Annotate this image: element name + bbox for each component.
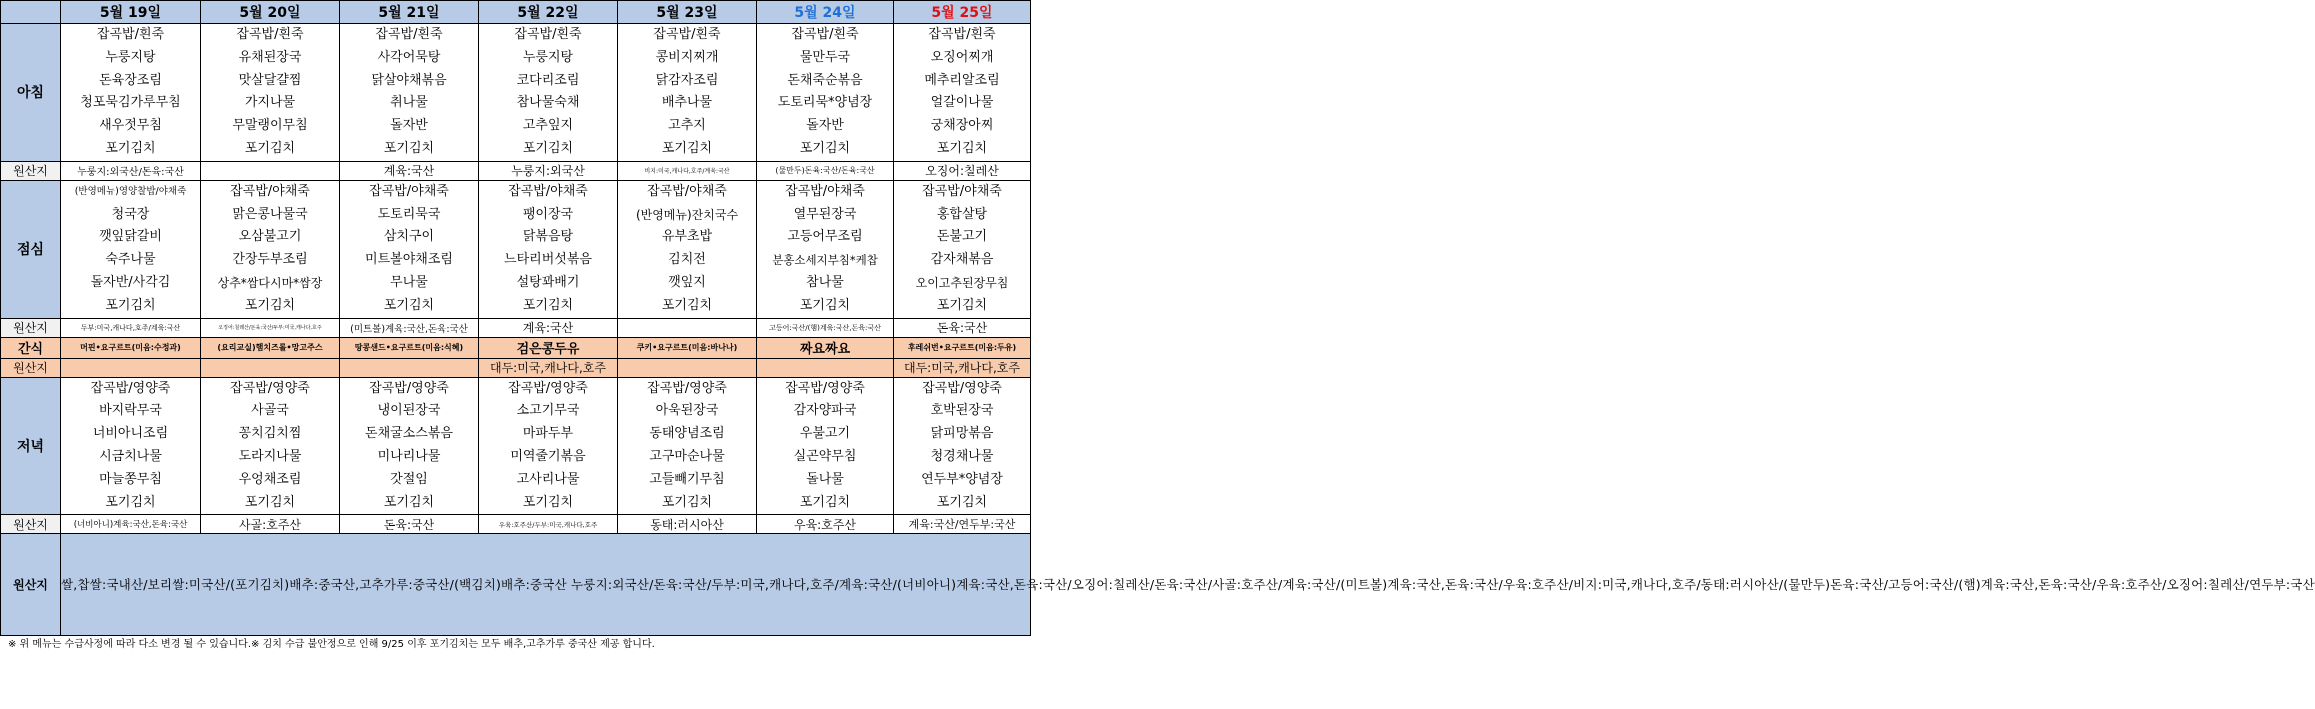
menu-item: 얼갈이나물 — [930, 95, 994, 111]
dinner-origin-row — [1, 515, 1031, 534]
origin-cell: (너비아니)계육:국산,돈육:국산 — [61, 515, 201, 534]
menu-item: 잡곡밥/야채죽 — [785, 183, 865, 199]
lunch-cell-0 — [61, 180, 201, 318]
menu-item: 포기김치 — [936, 140, 988, 156]
menu-item: 잡곡밥/영양죽 — [369, 380, 449, 396]
menu-item: 물만두국 — [799, 49, 851, 65]
menu-item: 청경채나물 — [930, 448, 994, 464]
menu-item: 포기김치 — [661, 297, 713, 313]
menu-item: 시금치나물 — [99, 448, 162, 464]
menu-item: 잡곡밥/흰죽 — [791, 27, 859, 42]
origin-cell: 우육:호주산/두부:미국,캐나다,호주 — [479, 515, 618, 534]
menu-item: 참나물 — [806, 274, 844, 290]
menu-item: 고구마순나물 — [649, 448, 725, 464]
snack-cell: 검은콩두유 — [479, 337, 618, 358]
day-header-sunday: 5월 25일 — [894, 1, 1031, 24]
dinner-cell-2 — [340, 377, 479, 515]
menu-item: 깻잎지 — [668, 274, 706, 290]
menu-item: 상추*쌈다시마*쌈장 — [217, 275, 323, 290]
menu-item: 돌자반/사각김 — [90, 274, 171, 290]
snack-origin-row — [1, 358, 1031, 377]
snack-cell: 후레쉬번•요구르트(미음:두유) — [894, 337, 1031, 358]
lunch-cell-3 — [479, 180, 618, 318]
lunch-cell-2 — [340, 180, 479, 318]
menu-item: 포기김치 — [799, 494, 851, 510]
menu-item: 메추리알조림 — [924, 72, 1000, 88]
origin-cell: (물만두)돈육:국산/돈육:국산 — [757, 161, 894, 180]
menu-item: 잡곡밥/영양죽 — [230, 380, 310, 396]
menu-item: 오삼불고기 — [238, 229, 302, 245]
lunch-origin-row — [1, 318, 1031, 337]
menu-item: 김치전 — [668, 252, 706, 268]
menu-item: 포기김치 — [936, 297, 988, 313]
lunch-cell-4 — [618, 180, 757, 318]
menu-item: 포기김치 — [936, 494, 988, 510]
origin-cell: 동태:러시아산 — [618, 515, 757, 534]
menu-item: 잡곡밥/야채죽 — [647, 183, 727, 199]
menu-item: 포기김치 — [105, 140, 156, 156]
breakfast-label: 아침 — [1, 24, 61, 162]
menu-item: 오징어찌개 — [930, 49, 994, 65]
menu-item: 냉이된장국 — [377, 403, 441, 419]
menu-item: 잡곡밥/영양죽 — [90, 380, 171, 396]
origin-cell: 고등어:국산/(햄)계육:국산,돈육:국산 — [757, 318, 894, 337]
menu-item: 돈채굴소스볶음 — [365, 426, 453, 442]
menu-item: 콩비지찌개 — [655, 49, 719, 65]
menu-item: 소고기무국 — [516, 403, 580, 419]
breakfast-cell-1 — [201, 24, 340, 162]
menu-item: 포기김치 — [799, 297, 851, 313]
origin-cell — [757, 358, 894, 377]
menu-item: 실곤약무침 — [793, 448, 857, 464]
menu-item: 마파두부 — [522, 426, 574, 442]
menu-item: 돈채죽순볶음 — [787, 72, 863, 88]
menu-item: 깻잎닭갈비 — [99, 229, 162, 245]
day-header: 5월 21일 — [340, 1, 479, 24]
footer-note: ※ 위 메뉴는 수급사정에 따라 다소 변경 될 수 있습니다.※ 김치 수급 불안정으로 인해 9/25 이후 포기김치는 모두 배추,고추가루 중국산 제공 합니다. — [8, 639, 655, 651]
menu-item: 잡곡밥/흰죽 — [514, 27, 582, 42]
snack-cell: 땅콩샌드•요구르트(미음:식혜) — [340, 337, 479, 358]
origin-cell — [201, 358, 340, 377]
breakfast-origin-row — [1, 161, 1031, 180]
menu-item: 포기김치 — [661, 494, 713, 510]
snack-row — [1, 337, 1031, 358]
menu-item: 포기김치 — [661, 140, 713, 156]
menu-item: 갓절임 — [390, 471, 428, 487]
menu-item: 포기김치 — [105, 297, 156, 313]
menu-item: 우불고기 — [799, 426, 851, 442]
snack-cell: 머핀•요구르트(미음:수정과) — [61, 337, 201, 358]
snack-label: 간식 — [1, 337, 61, 358]
breakfast-cell-3 — [479, 24, 618, 162]
menu-item: 닭감자조림 — [655, 72, 719, 88]
origin-cell: 누룽지:외국산 — [479, 161, 618, 180]
dinner-cell-4 — [618, 377, 757, 515]
header-corner — [1, 1, 61, 24]
lunch-label: 점심 — [1, 180, 61, 318]
origin-cell — [340, 358, 479, 377]
origin-cell: 돈육:국산 — [340, 515, 479, 534]
menu-item: 도토리묵*양념장 — [777, 95, 873, 111]
menu-item: 궁채장아찌 — [930, 118, 994, 134]
menu-item: 잡곡밥/흰죽 — [653, 27, 721, 42]
day-header: 5월 19일 — [61, 1, 201, 24]
menu-item: 잡곡밥/흰죽 — [375, 27, 443, 42]
menu-item: 닭피망볶음 — [930, 426, 994, 442]
menu-item: 도토리묵국 — [377, 206, 441, 222]
origin-cell: 우육:호주산 — [757, 515, 894, 534]
lunch-cell-1 — [201, 180, 340, 318]
menu-item: 숙주나물 — [105, 252, 156, 268]
menu-item: 돌자반 — [806, 118, 844, 134]
menu-item: 너비아니조림 — [92, 426, 169, 442]
menu-item: 아욱된장국 — [655, 403, 719, 419]
menu-item: 고들빼기무침 — [649, 471, 725, 487]
menu-item: 고사리나물 — [516, 471, 580, 487]
origin-cell: 계육:국산/연두부:국산 — [894, 515, 1031, 534]
menu-item: 오이고추된장무침 — [915, 275, 1009, 290]
menu-item: 잡곡밥/흰죽 — [96, 27, 165, 42]
menu-item: 바지락무국 — [99, 403, 162, 419]
menu-item: 포기김치 — [244, 140, 296, 156]
menu-item: 팽이장국 — [522, 206, 574, 222]
menu-item: 우엉채조림 — [238, 471, 302, 487]
origin-cell — [201, 161, 340, 180]
menu-item: 설탕꽈배기 — [516, 274, 580, 290]
dinner-cell-6 — [894, 377, 1031, 515]
menu-item: 홍합살탕 — [936, 206, 988, 222]
menu-item: 포기김치 — [522, 297, 574, 313]
origin-label: 원산지 — [1, 161, 61, 180]
menu-item: 잡곡밥/영양죽 — [647, 380, 727, 396]
lunch-cell-5 — [757, 180, 894, 318]
menu-item: 코다리조림 — [516, 72, 580, 88]
origin-cell — [618, 318, 757, 337]
breakfast-cell-2 — [340, 24, 479, 162]
origin-summary-label: 원산지 — [1, 534, 61, 636]
day-header-row — [1, 1, 1031, 24]
origin-cell: 대두:미국,캐나다,호주 — [479, 358, 618, 377]
menu-item: 잡곡밥/야채죽 — [508, 183, 588, 199]
origin-cell: 누룽지:외국산/돈육:국산 — [61, 161, 201, 180]
menu-item: 무말랭이무침 — [232, 118, 308, 134]
dinner-cell-1 — [201, 377, 340, 515]
menu-item: 사골국 — [251, 403, 289, 419]
menu-item: 청국장 — [111, 206, 150, 222]
origin-cell: 오징어:칠레산/돈육:국산/두부:미국,캐나다,호주 — [201, 318, 340, 337]
breakfast-cell-4 — [618, 24, 757, 162]
menu-item: 돈육장조림 — [99, 72, 162, 88]
menu-item: 사각어묵탕 — [377, 49, 441, 65]
menu-item: 마늘쫑무침 — [99, 471, 162, 487]
origin-cell: 비지:미국,캐나다,호주/계육:국산 — [618, 161, 757, 180]
menu-item: 가지나물 — [244, 95, 296, 111]
menu-item: 고추지 — [668, 118, 706, 134]
menu-item: 돈불고기 — [936, 229, 988, 245]
menu-item: 포기김치 — [383, 140, 435, 156]
day-header: 5월 23일 — [618, 1, 757, 24]
menu-item: 호박된장국 — [930, 403, 994, 419]
menu-item: 포기김치 — [799, 140, 851, 156]
menu-item: 삼치구이 — [383, 229, 435, 245]
menu-item: 청포묵김가루무침 — [80, 95, 181, 111]
menu-item: 돌자반 — [390, 118, 428, 134]
origin-summary-text: 쌀,찹쌀:국내산/보리쌀:미국산/(포기김치)배추:중국산,고추가루:중국산/(백김치)배추:중국산 누룽지:외국산/돈육:국산/두부:미국,캐나다,호주/계육:국산/(너비아니)계육:국산,돈육:국산/오징어:칠레산/돈육:국산/사골:호주산/계육:국산/(미트볼)계육:국산,돈육:국산/우육:호주산/비지:미국,캐나다,호주/동태:러시아산/(물만두)돈육:국산/고등어:국산/(햄)계육:국산,돈육:국산/우육:호주산/오징어:칠레산/연두부:국산 — [61, 534, 1031, 636]
menu-item: 열무된장국 — [793, 206, 857, 222]
menu-item: 무나물 — [390, 274, 428, 290]
menu-item: 맛살달걀찜 — [238, 72, 302, 88]
menu-item: 잡곡밥/영양죽 — [922, 380, 1002, 396]
menu-item: 간장두부조림 — [232, 252, 308, 268]
menu-item: (반영메뉴)영양찰밥/야채죽 — [74, 185, 187, 197]
lunch-row — [1, 180, 1031, 318]
breakfast-cell-5 — [757, 24, 894, 162]
menu-item: 포기김치 — [522, 494, 574, 510]
lunch-cell-6 — [894, 180, 1031, 318]
menu-item: 누룽지탕 — [105, 49, 156, 65]
origin-summary-row — [1, 534, 1031, 636]
menu-item: 도라지나물 — [238, 448, 302, 464]
menu-item: 누룽지탕 — [522, 49, 574, 65]
origin-cell: 계육:국산 — [479, 318, 618, 337]
day-header: 5월 20일 — [201, 1, 340, 24]
origin-cell — [618, 358, 757, 377]
dinner-label: 저녁 — [1, 377, 61, 515]
menu-item: 꽁치김치찜 — [238, 426, 302, 442]
dinner-cell-5 — [757, 377, 894, 515]
menu-item: 잡곡밥/흰죽 — [928, 27, 996, 42]
menu-item: 포기김치 — [105, 494, 156, 510]
menu-item: 취나물 — [390, 95, 428, 111]
menu-item: 느타리버섯볶음 — [504, 252, 592, 268]
origin-cell: 두부:미국,캐나다,호주/계육:국산 — [61, 318, 201, 337]
menu-item: 연두부*양념장 — [921, 471, 1003, 487]
origin-cell: 계육:국산 — [340, 161, 479, 180]
menu-item: 배추나물 — [661, 95, 713, 111]
menu-item: 잡곡밥/영양죽 — [508, 380, 588, 396]
dinner-cell-3 — [479, 377, 618, 515]
menu-item: 새우젓무침 — [99, 118, 162, 134]
menu-item: 감자채볶음 — [930, 252, 994, 268]
menu-item: 돌나물 — [806, 471, 844, 487]
origin-label: 원산지 — [1, 515, 61, 534]
menu-item: 닭볶음탕 — [522, 229, 574, 245]
menu-item: 참나물숙채 — [516, 95, 580, 111]
menu-item: 맑은콩나물국 — [232, 206, 308, 222]
menu-item: 미트볼야채조림 — [365, 252, 453, 268]
menu-item: 유채된장국 — [238, 49, 302, 65]
menu-item: 미역줄기볶음 — [510, 448, 586, 464]
snack-cell: 쿠키•요구르트(미음:바나나) — [618, 337, 757, 358]
origin-label: 원산지 — [1, 358, 61, 377]
origin-cell: 돈육:국산 — [894, 318, 1031, 337]
menu-item: 잡곡밥/야채죽 — [230, 183, 310, 199]
menu-item: 포기김치 — [522, 140, 574, 156]
menu-item: 고등어무조림 — [787, 229, 863, 245]
origin-cell: 대두:미국,캐나다,호주 — [894, 358, 1031, 377]
dinner-cell-0 — [61, 377, 201, 515]
menu-item: 잡곡밥/야채죽 — [922, 183, 1002, 199]
menu-item: 포기김치 — [383, 494, 435, 510]
origin-cell: 오징어:칠레산 — [894, 161, 1031, 180]
menu-item: 미나리나물 — [377, 448, 441, 464]
menu-item: 동태양념조림 — [649, 426, 725, 442]
menu-item: 감자양파국 — [793, 403, 857, 419]
origin-cell — [61, 358, 201, 377]
breakfast-cell-0 — [61, 24, 201, 162]
menu-item: 잡곡밥/흰죽 — [236, 27, 304, 42]
snack-cell: 짜요짜요 — [757, 337, 894, 358]
menu-item: 잡곡밥/야채죽 — [369, 183, 449, 199]
breakfast-row — [1, 24, 1031, 162]
menu-item: 고추잎지 — [522, 118, 574, 134]
origin-cell: 사골:호주산 — [201, 515, 340, 534]
origin-label: 원산지 — [1, 318, 61, 337]
day-header-saturday: 5월 24일 — [757, 1, 894, 24]
menu-item: 포기김치 — [244, 494, 296, 510]
menu-item: 포기김치 — [383, 297, 435, 313]
menu-item: 유부초밥 — [661, 229, 713, 245]
origin-cell: (미트볼)계육:국산,돈육:국산 — [340, 318, 479, 337]
menu-item: 닭살야채볶음 — [371, 72, 447, 88]
menu-item: 잡곡밥/영양죽 — [785, 380, 865, 396]
menu-item: (반영메뉴)잔치국수 — [635, 207, 739, 222]
snack-cell: (요리교실)햄치즈롤•망고주스 — [201, 337, 340, 358]
breakfast-cell-6 — [894, 24, 1031, 162]
dinner-row — [1, 377, 1031, 515]
menu-item: 포기김치 — [244, 297, 296, 313]
menu-item: 분홍소세지부침*케찹 — [772, 253, 878, 268]
day-header: 5월 22일 — [479, 1, 618, 24]
